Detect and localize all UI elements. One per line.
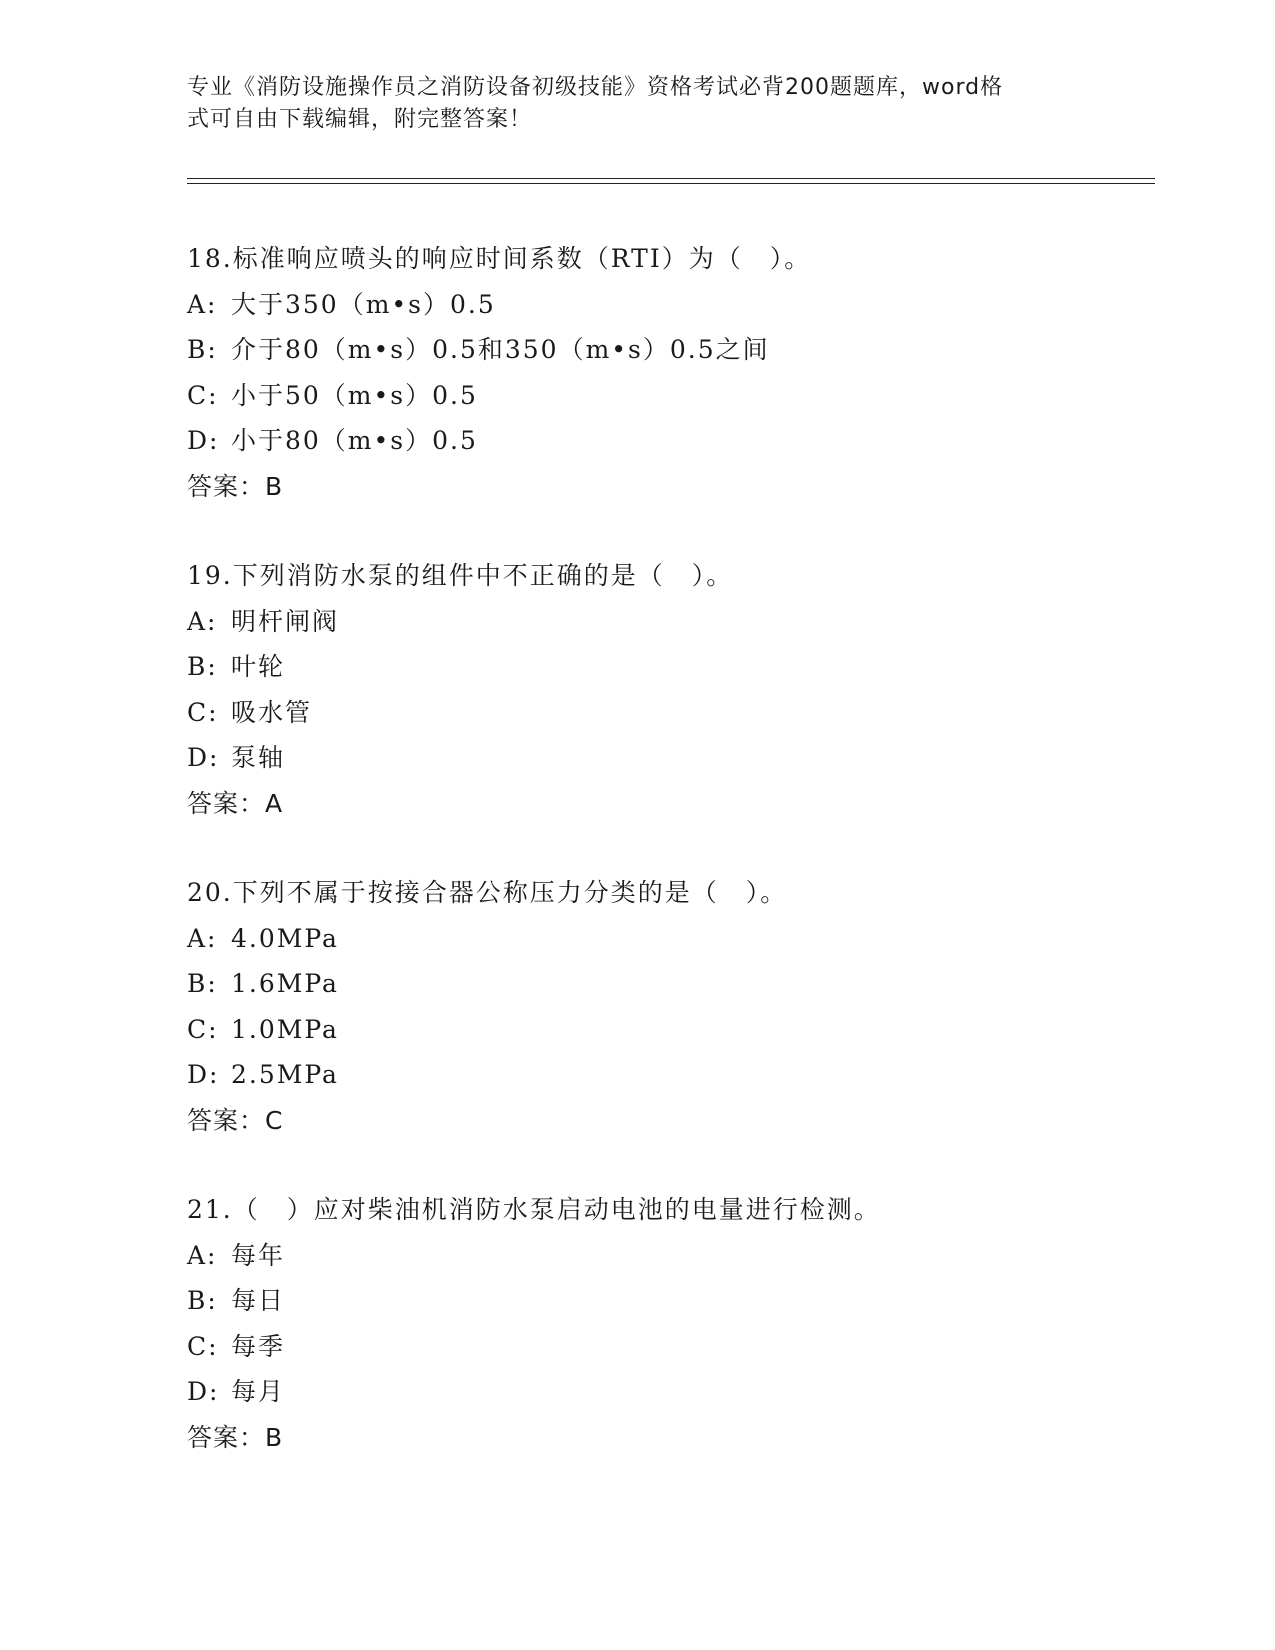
option-text: 小于50（m•s）0.5 <box>231 380 478 410</box>
header-divider-top <box>187 178 1155 179</box>
option-label: A: <box>187 289 218 319</box>
option-text: 2.5MPa <box>231 1060 339 1089</box>
option-a <box>187 916 1155 962</box>
option-c <box>187 1007 1155 1053</box>
option-d <box>187 735 1155 781</box>
option-text: 每月 <box>231 1377 286 1406</box>
option-d <box>187 1052 1155 1098</box>
option-c <box>187 1324 1155 1370</box>
option-label: D: <box>187 1377 220 1406</box>
header-divider-bottom <box>187 183 1155 184</box>
option-text: 每季 <box>231 1331 286 1361</box>
question-19 <box>187 553 1155 826</box>
option-label: D: <box>187 426 220 455</box>
option-b <box>187 644 1155 690</box>
question-list <box>187 236 1155 1504</box>
option-b <box>187 327 1155 373</box>
option-text: 小于80（m•s）0.5 <box>231 426 478 455</box>
option-label: A: <box>187 606 218 636</box>
option-label: B: <box>187 969 218 998</box>
question-stem: 21.（ ）应对柴油机消防水泵启动电池的电量进行检测。 <box>187 1195 881 1224</box>
option-label: D: <box>187 1060 220 1089</box>
option-label: C: <box>187 1014 219 1044</box>
option-text: 1.6MPa <box>231 969 339 998</box>
option-a <box>187 1233 1155 1279</box>
option-label: B: <box>187 1286 218 1315</box>
question-stem: 19.下列消防水泵的组件中不正确的是（ ）。 <box>187 561 734 590</box>
option-a <box>187 599 1155 645</box>
question-stem: 18.标准响应喷头的响应时间系数（RTI）为（ ）。 <box>187 244 812 273</box>
option-text: 每年 <box>231 1240 286 1270</box>
header-line-1: 专业《消防设施操作员之消防设备初级技能》资格考试必背200题题库，word格 <box>187 75 1004 100</box>
option-a <box>187 282 1155 328</box>
document-header <box>187 72 1087 136</box>
option-b <box>187 1278 1155 1324</box>
option-label: A: <box>187 1240 218 1270</box>
answer-line: 答案：B <box>187 1422 284 1452</box>
option-text: 介于80（m•s）0.5和350（m•s）0.5之间 <box>231 335 770 364</box>
option-text: 明杆闸阀 <box>231 606 340 636</box>
option-label: D: <box>187 743 220 772</box>
option-d <box>187 1369 1155 1415</box>
option-label: C: <box>187 380 219 410</box>
question-20 <box>187 870 1155 1143</box>
option-d <box>187 418 1155 464</box>
option-c <box>187 373 1155 419</box>
answer-line: 答案：C <box>187 1105 284 1135</box>
option-c <box>187 690 1155 736</box>
option-text: 泵轴 <box>231 743 286 772</box>
option-text: 每日 <box>231 1286 286 1315</box>
option-text: 1.0MPa <box>231 1014 339 1044</box>
option-text: 大于350（m•s）0.5 <box>231 289 496 319</box>
option-text: 4.0MPa <box>231 923 339 953</box>
option-text: 叶轮 <box>231 652 286 681</box>
option-label: C: <box>187 1331 219 1361</box>
option-label: B: <box>187 335 218 364</box>
question-stem: 20.下列不属于按接合器公称压力分类的是（ ）。 <box>187 878 788 907</box>
header-line-2: 式可自由下载编辑，附完整答案！ <box>187 107 533 132</box>
question-21 <box>187 1187 1155 1460</box>
answer-line: 答案：A <box>187 788 284 818</box>
answer-line: 答案：B <box>187 471 284 501</box>
option-b <box>187 961 1155 1007</box>
option-text: 吸水管 <box>231 697 313 727</box>
option-label: A: <box>187 923 218 953</box>
question-18 <box>187 236 1155 509</box>
option-label: B: <box>187 652 218 681</box>
option-label: C: <box>187 697 219 727</box>
